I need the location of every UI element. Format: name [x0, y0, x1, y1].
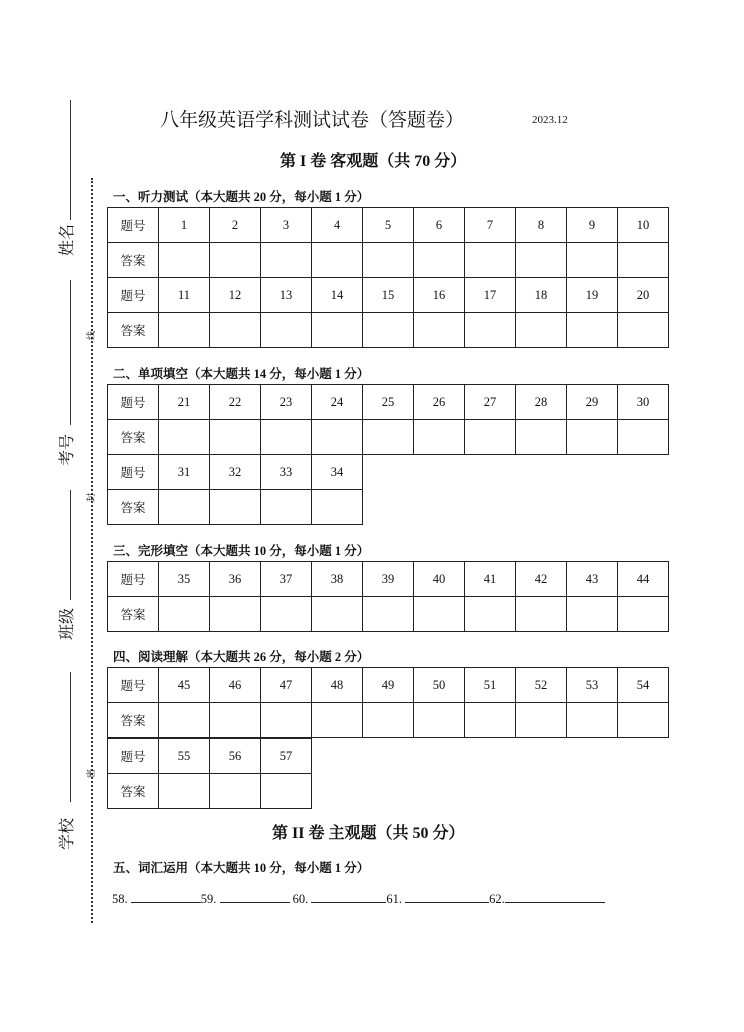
question-number: 25	[363, 385, 414, 420]
answer-label: 答案	[108, 313, 159, 348]
item-number: 61.	[386, 892, 402, 906]
question-label: 题号	[108, 278, 159, 313]
answer-cell[interactable]	[159, 490, 210, 525]
answer-cell[interactable]	[159, 313, 210, 348]
seal-mark: 封	[86, 492, 96, 502]
question-label: 题号	[108, 739, 159, 774]
question-number: 20	[618, 278, 669, 313]
question-number: 30	[618, 385, 669, 420]
answer-cell[interactable]	[618, 313, 669, 348]
question-number: 10	[618, 208, 669, 243]
question-number: 1	[159, 208, 210, 243]
question-number: 42	[516, 562, 567, 597]
question-number: 32	[210, 455, 261, 490]
answer-cell[interactable]	[159, 703, 210, 738]
item-number: 58.	[112, 892, 128, 906]
answer-blank[interactable]	[220, 890, 290, 903]
question-number: 48	[312, 668, 363, 703]
answer-cell[interactable]	[312, 597, 363, 632]
name-label: 姓名	[59, 223, 76, 256]
answer-label: 答案	[108, 243, 159, 278]
vocabulary-blanks	[112, 890, 605, 907]
answer-cell[interactable]	[261, 490, 312, 525]
question-label: 题号	[108, 385, 159, 420]
question-row	[108, 385, 669, 420]
answer-cell[interactable]	[363, 243, 414, 278]
question-number: 35	[159, 562, 210, 597]
answer-cell[interactable]	[210, 597, 261, 632]
binding-dotted-line	[91, 178, 93, 923]
question-number: 13	[261, 278, 312, 313]
question-number: 9	[567, 208, 618, 243]
section3-heading: 三、完形填空（本大题共 10 分，每小题 1 分）	[113, 544, 370, 558]
answer-cell[interactable]	[210, 490, 261, 525]
answer-cell[interactable]	[210, 774, 261, 809]
answer-cell[interactable]	[159, 597, 210, 632]
answer-cell[interactable]	[567, 597, 618, 632]
question-number: 24	[312, 385, 363, 420]
answer-cell[interactable]	[159, 420, 210, 455]
answer-cell[interactable]	[414, 243, 465, 278]
answer-label: 答案	[108, 774, 159, 809]
answer-cell[interactable]	[363, 420, 414, 455]
question-number: 22	[210, 385, 261, 420]
answer-cell[interactable]	[261, 597, 312, 632]
answer-cell[interactable]	[312, 420, 363, 455]
question-number: 34	[312, 455, 363, 490]
answer-blank[interactable]	[311, 890, 386, 903]
question-number: 17	[465, 278, 516, 313]
section2-grid-b	[107, 454, 363, 525]
answer-cell[interactable]	[618, 597, 669, 632]
answer-cell[interactable]	[516, 313, 567, 348]
question-number: 44	[618, 562, 669, 597]
answer-label: 答案	[108, 420, 159, 455]
answer-cell[interactable]	[516, 703, 567, 738]
answer-cell[interactable]	[312, 490, 363, 525]
answer-label: 答案	[108, 490, 159, 525]
question-row	[108, 208, 669, 243]
answer-cell[interactable]	[465, 313, 516, 348]
answer-cell[interactable]	[516, 420, 567, 455]
question-number: 56	[210, 739, 261, 774]
answer-cell[interactable]	[567, 703, 618, 738]
question-number: 8	[516, 208, 567, 243]
question-number: 29	[567, 385, 618, 420]
answer-cell[interactable]	[414, 597, 465, 632]
answer-cell[interactable]	[414, 313, 465, 348]
question-number: 31	[159, 455, 210, 490]
question-row	[108, 562, 669, 597]
section4-grid-a	[107, 667, 669, 738]
part1-title: 第 I 卷 客观题（共 70 分）	[280, 153, 467, 170]
answer-row	[108, 243, 669, 278]
answer-cell[interactable]	[618, 703, 669, 738]
question-number: 50	[414, 668, 465, 703]
exam-date: 2023.12	[532, 114, 568, 126]
question-number: 49	[363, 668, 414, 703]
answer-blank[interactable]	[405, 890, 489, 903]
section4-heading: 四、阅读理解（本大题共 26 分，每小题 2 分）	[113, 650, 370, 664]
answer-row	[108, 774, 312, 809]
answer-cell[interactable]	[363, 703, 414, 738]
answer-cell[interactable]	[516, 597, 567, 632]
answer-cell[interactable]	[261, 774, 312, 809]
exam-no-line	[70, 280, 71, 425]
question-row	[108, 668, 669, 703]
exam-no-label: 考号	[59, 433, 76, 466]
question-number: 40	[414, 562, 465, 597]
answer-cell[interactable]	[312, 703, 363, 738]
answer-blank[interactable]	[131, 890, 201, 903]
answer-cell[interactable]	[261, 703, 312, 738]
question-number: 15	[363, 278, 414, 313]
section2-heading: 二、单项填空（本大题共 14 分，每小题 1 分）	[113, 367, 370, 381]
question-row	[108, 739, 312, 774]
question-number: 53	[567, 668, 618, 703]
answer-cell[interactable]	[363, 597, 414, 632]
question-number: 36	[210, 562, 261, 597]
answer-cell[interactable]	[312, 243, 363, 278]
page-title: 八年级英语学科测试试卷（答题卷）	[160, 110, 465, 131]
section3-grid	[107, 561, 669, 632]
question-number: 54	[618, 668, 669, 703]
answer-cell[interactable]	[465, 243, 516, 278]
question-number: 38	[312, 562, 363, 597]
question-number: 45	[159, 668, 210, 703]
question-number: 7	[465, 208, 516, 243]
answer-cell[interactable]	[414, 703, 465, 738]
answer-cell[interactable]	[465, 597, 516, 632]
answer-label: 答案	[108, 597, 159, 632]
question-number: 41	[465, 562, 516, 597]
answer-cell[interactable]	[210, 703, 261, 738]
question-number: 46	[210, 668, 261, 703]
question-number: 16	[414, 278, 465, 313]
question-label: 题号	[108, 562, 159, 597]
question-number: 55	[159, 739, 210, 774]
answer-cell[interactable]	[261, 243, 312, 278]
answer-cell[interactable]	[465, 420, 516, 455]
answer-cell[interactable]	[261, 313, 312, 348]
answer-row	[108, 490, 363, 525]
answer-blank[interactable]	[505, 890, 605, 903]
class-line	[70, 490, 71, 600]
question-number: 33	[261, 455, 312, 490]
answer-row	[108, 703, 669, 738]
class-label: 班级	[59, 607, 76, 640]
answer-cell[interactable]	[618, 420, 669, 455]
question-label: 题号	[108, 208, 159, 243]
question-label: 题号	[108, 455, 159, 490]
name-line	[70, 100, 71, 220]
question-number: 28	[516, 385, 567, 420]
school-label: 学校	[59, 817, 76, 850]
answer-cell[interactable]	[261, 420, 312, 455]
answer-cell[interactable]	[159, 243, 210, 278]
answer-row	[108, 597, 669, 632]
item-number: 59.	[200, 892, 217, 906]
answer-cell[interactable]	[414, 420, 465, 455]
item-number: 62.	[489, 892, 505, 906]
question-number: 23	[261, 385, 312, 420]
answer-cell[interactable]	[210, 313, 261, 348]
answer-cell[interactable]	[210, 243, 261, 278]
question-number: 57	[261, 739, 312, 774]
question-number: 18	[516, 278, 567, 313]
question-number: 5	[363, 208, 414, 243]
answer-label: 答案	[108, 703, 159, 738]
answer-cell[interactable]	[159, 774, 210, 809]
section1-grid-a	[107, 207, 669, 348]
answer-row	[108, 313, 669, 348]
question-label: 题号	[108, 668, 159, 703]
answer-row	[108, 420, 669, 455]
question-number: 43	[567, 562, 618, 597]
question-number: 4	[312, 208, 363, 243]
part2-title: 第 II 卷 主观题（共 50 分）	[272, 825, 465, 842]
close-mark: 密	[86, 768, 96, 778]
answer-cell[interactable]	[516, 243, 567, 278]
answer-cell[interactable]	[363, 313, 414, 348]
question-number: 12	[210, 278, 261, 313]
answer-cell[interactable]	[312, 313, 363, 348]
question-number: 2	[210, 208, 261, 243]
question-number: 39	[363, 562, 414, 597]
section2-grid-a	[107, 384, 669, 455]
question-number: 3	[261, 208, 312, 243]
answer-cell[interactable]	[210, 420, 261, 455]
school-line	[70, 672, 71, 802]
question-number: 26	[414, 385, 465, 420]
answer-cell[interactable]	[567, 243, 618, 278]
answer-cell[interactable]	[618, 243, 669, 278]
question-row	[108, 278, 669, 313]
question-number: 27	[465, 385, 516, 420]
answer-cell[interactable]	[567, 313, 618, 348]
answer-cell[interactable]	[567, 420, 618, 455]
item-number: 60.	[292, 892, 309, 906]
question-number: 52	[516, 668, 567, 703]
question-number: 51	[465, 668, 516, 703]
question-number: 11	[159, 278, 210, 313]
question-number: 19	[567, 278, 618, 313]
section4-grid-b	[107, 738, 312, 809]
question-number: 37	[261, 562, 312, 597]
question-number: 6	[414, 208, 465, 243]
question-number: 14	[312, 278, 363, 313]
line-mark: 线	[86, 330, 96, 340]
question-number: 47	[261, 668, 312, 703]
question-number: 21	[159, 385, 210, 420]
answer-cell[interactable]	[465, 703, 516, 738]
section5-heading: 五、词汇运用（本大题共 10 分，每小题 1 分）	[113, 861, 370, 875]
question-row	[108, 455, 363, 490]
section1-heading: 一、听力测试（本大题共 20 分，每小题 1 分）	[113, 190, 370, 204]
